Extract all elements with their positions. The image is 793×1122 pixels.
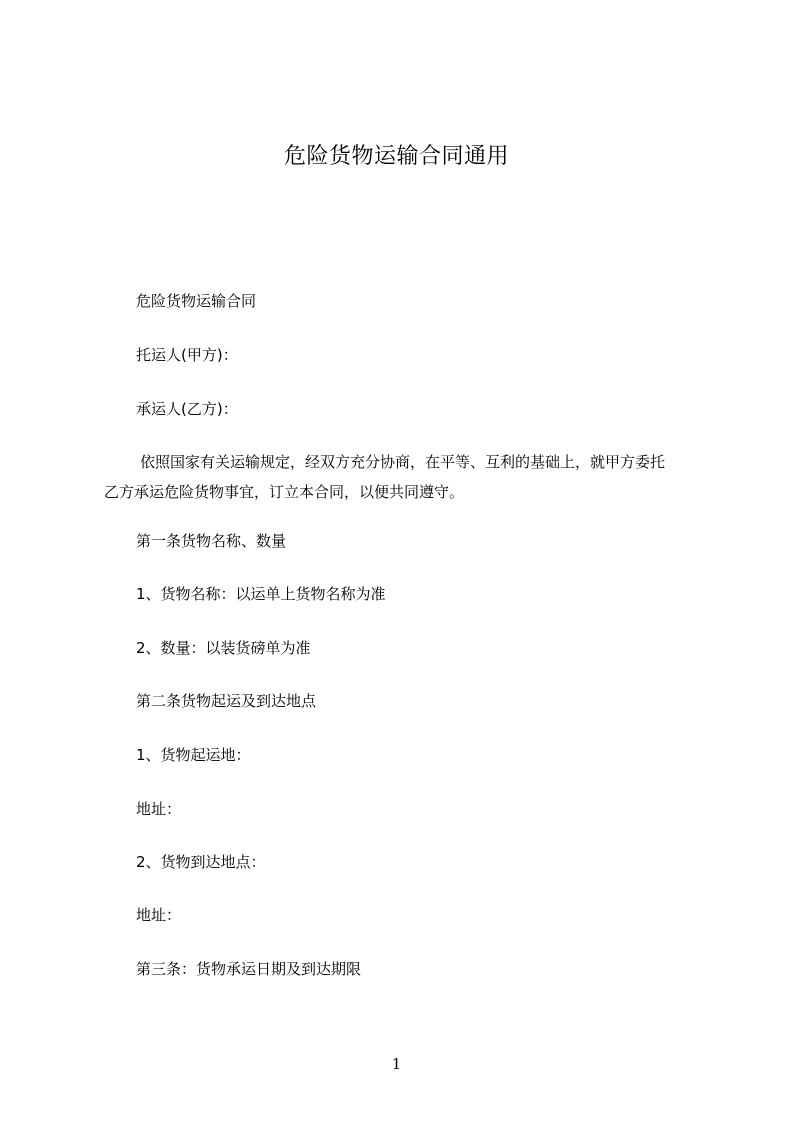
page-number: 1	[391, 1055, 402, 1073]
shipper-line: 托运人(甲方)：	[136, 346, 238, 364]
preamble-paragraph	[104, 447, 696, 507]
article-2-item-1: 1、货物起运地：	[136, 746, 251, 764]
article-1-heading: 第一条货物名称、数量	[136, 532, 287, 550]
contract-name-line: 危险货物运输合同	[136, 292, 257, 310]
article-1-item-2: 2、数量：以装货磅单为准	[136, 639, 311, 657]
carrier-line: 承运人(乙方)：	[136, 400, 238, 418]
preamble-line-2: 乙方承运危险货物事宜，订立本合同，以便共同遵守。	[104, 483, 465, 501]
article-2-heading: 第二条货物起运及到达地点	[136, 692, 317, 710]
article-2-item-2: 2、货物到达地点：	[136, 853, 266, 871]
article-2-item-1-address: 地址：	[136, 800, 182, 818]
article-2-item-2-address: 地址：	[136, 906, 182, 924]
article-3-heading: 第三条：货物承运日期及到达期限	[136, 960, 362, 978]
article-1-item-1: 1、货物名称：以运单上货物名称为准	[136, 585, 386, 603]
document-title: 危险货物运输合同通用	[283, 144, 509, 169]
preamble-line-1: 依照国家有关运输规定，经双方充分协商，在平等、互利的基础上，就甲方委托	[140, 453, 666, 471]
